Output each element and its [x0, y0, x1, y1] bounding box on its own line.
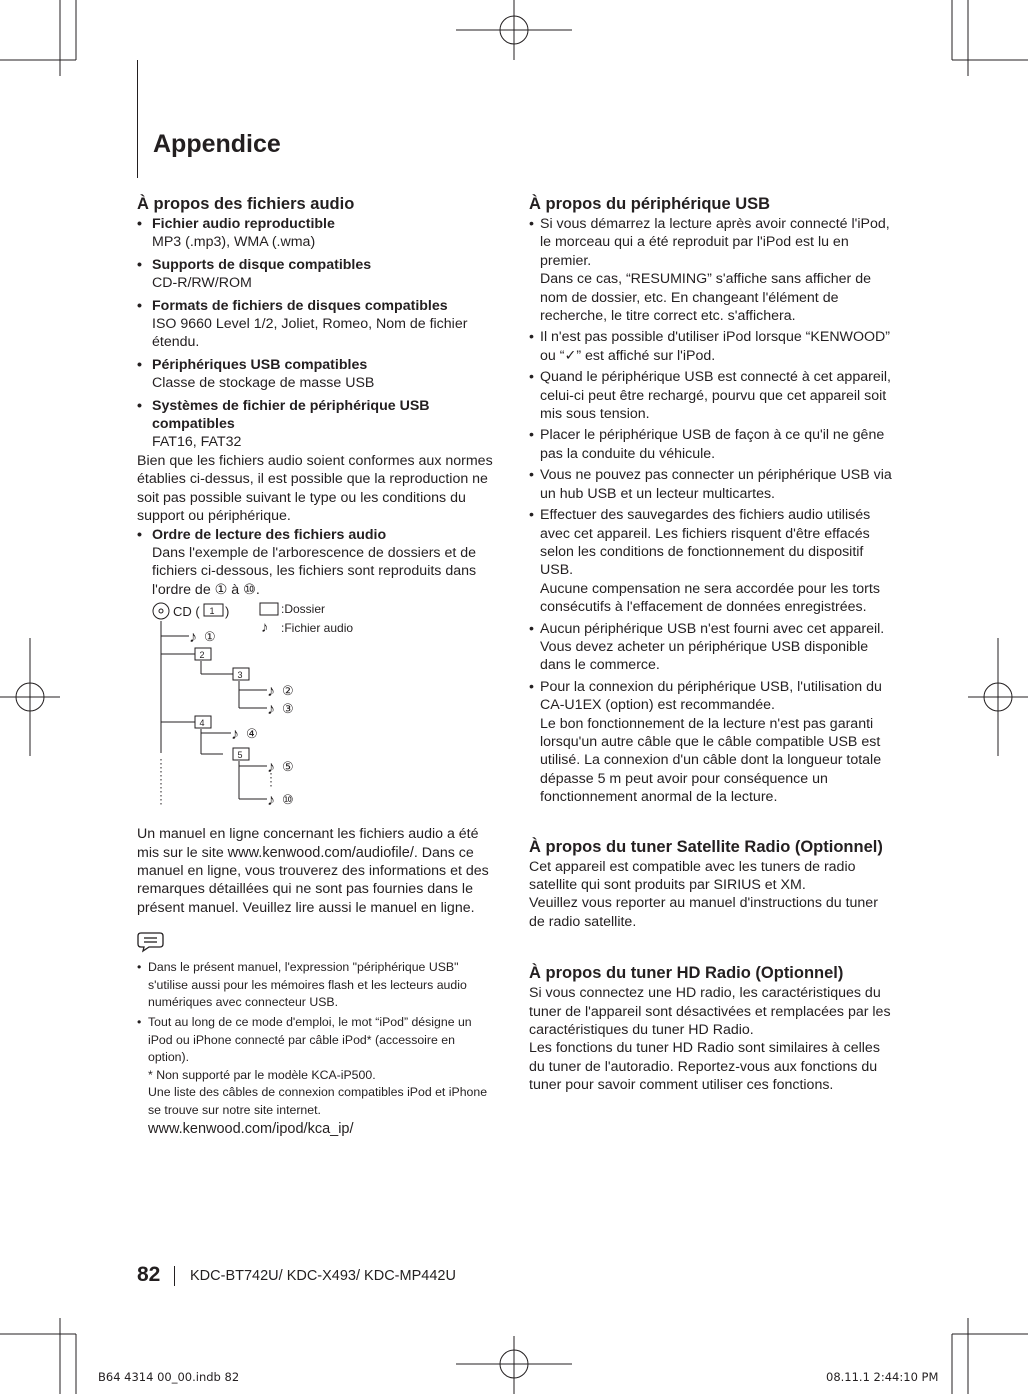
usb-item [529, 678, 895, 807]
legend-folder-label: :Dossier [281, 602, 326, 617]
usb-item-text: • Pour la connexion du périphérique USB, l'utilisation du CA-U1EX (option) est recommandée. [540, 678, 882, 714]
folder-number: 1 [209, 606, 215, 617]
usb-heading: À propos du périphérique USB [529, 195, 771, 213]
notes-list [137, 959, 497, 1138]
music-note-icon: ♪ [231, 726, 239, 744]
play-order-label: • Ordre de lecture des fichiers audio [152, 526, 387, 543]
audiofile-link[interactable]: www.kenwood.com/audiofile/ [227, 844, 414, 861]
legend-folder-icon [260, 603, 278, 615]
satellite-text: Cet appareil est compatible avec les tuners de radio satellite qui sont produits par SIRIUS et XM. [529, 858, 856, 893]
file-order: ④ [246, 726, 258, 742]
usb-item [529, 506, 895, 616]
satellite-heading: À propos du tuner Satellite Radio (Optionnel) [529, 837, 883, 856]
music-note-icon: ♪ [267, 683, 275, 701]
spec-item [137, 297, 497, 352]
hd-radio-heading: À propos du tuner HD Radio (Optionnel) [529, 964, 844, 983]
folder-tree-diagram [137, 601, 497, 821]
usb-item [529, 215, 895, 325]
right-column [529, 194, 895, 1095]
spec-item [137, 215, 497, 252]
note-item: • Tout au long de ce mode d'emploi, le mot “iPod” désigne un iPod ou iPhone connecté par câble iPod* (accessoire en option). [137, 1014, 497, 1067]
spec-label: • Fichier audio reproductible [152, 216, 335, 232]
music-note-icon: ♪ [267, 792, 275, 810]
spec-value: Classe de stockage de masse USB [152, 375, 375, 392]
spec-label: • Formats de fichiers de disques compatibles [152, 297, 448, 314]
usb-item-text: Aucune compensation ne sera accordée pour les torts consécutifs à l'effacement de données enregistrées. [540, 580, 880, 616]
folder-number: 4 [199, 718, 205, 729]
usb-item: • Quand le périphérique USB est connecté à cet appareil, celui-ci peut être rechargé, pourvu que cet appareil soit mis sous tension. [529, 368, 895, 423]
hd-radio-text: Si vous connectez une HD radio, les caractéristiques du tuner de l'appareil sont désactivées et remplacées par les caractéristiques du tuner HD Radio. [529, 985, 891, 1039]
spec-value: ISO 9660 Level 1/2, Joliet, Romeo, Nom de fichier étendu. [152, 316, 468, 351]
spec-value: FAT16, FAT32 [152, 434, 242, 451]
spec-value: CD-R/RW/ROM [152, 275, 252, 292]
spec-item [137, 356, 497, 393]
compatibility-paragraph: Bien que les fichiers audio soient conformes aux normes établies ci-dessus, il est possible que la reproduction ne soit pas possible suivant le type ou les conditions du support ou périphérique. [137, 452, 493, 525]
legend-file-label: :Fichier audio [281, 621, 354, 636]
hd-radio-text: Les fonctions du tuner HD Radio sont similaires à celles du tuner de l'autoradio. Reportez-vous aux fonctions du tuner pour savoir comment utiliser ces fonctions. [529, 1040, 880, 1094]
left-column [137, 194, 497, 1139]
page-title: Appendice [153, 130, 281, 158]
satellite-text: Veuillez vous reporter au manuel d'instructions du tuner de radio satellite. [529, 895, 878, 930]
folder-number: 3 [237, 670, 243, 681]
cd-icon [153, 603, 169, 619]
usb-item-text: Dans ce cas, “RESUMING” s'affiche sans afficher de nom de dossier, etc. En changeant l'élément de recherche, le titre correct etc. s'affichera. [540, 271, 871, 325]
folder-number: 5 [237, 750, 243, 761]
spec-item [137, 256, 497, 293]
usb-item: • Aucun périphérique USB n'est fourni avec cet appareil. Vous devez acheter un périphérique USB disponible dans le commerce. [529, 620, 895, 675]
usb-item: • Placer le périphérique USB de façon à ce qu'il ne gêne pas la conduite du véhicule. [529, 426, 895, 463]
note-footnote: * Non supporté par le modèle KCA-iP500. [148, 1067, 376, 1082]
spec-label: • Supports de disque compatibles [152, 256, 372, 273]
music-note-icon: ♪ [267, 759, 275, 777]
file-order: ② [282, 683, 294, 699]
title-rule [137, 60, 138, 178]
online-manual-paragraph [137, 825, 497, 917]
page-number: 82 [137, 1263, 161, 1286]
cd-label-close: ) [225, 604, 230, 620]
usb-item: • Il n'est pas possible d'utiliser iPod lorsque “KENWOOD” ou “✓” est affiché sur l'iPod. [529, 328, 895, 365]
cd-label: CD ( [173, 604, 200, 620]
usb-item: • Vous ne pouvez pas connecter un périphérique USB via un hub USB et un lecteur multicartes. [529, 466, 895, 503]
file-order: ⑤ [282, 759, 294, 775]
spec-item [137, 397, 497, 452]
note-icon [137, 929, 165, 953]
music-note-icon: ♪ [189, 629, 197, 647]
online-manual-text: . Dans ce manuel en ligne, vous trouverez des informations et des remarques détaillées qui ne sont pas fournies dans le présent manuel. Veuillez lire aussi le manuel en ligne. [137, 844, 489, 916]
file-order: ⑩ [282, 792, 294, 808]
cd-hole [159, 609, 163, 613]
music-note-icon: ♪ [267, 701, 275, 719]
play-order-text: Dans l'exemple de l'arborescence de dossiers et de fichiers ci-dessous, les fichiers sont reproduits dans l'ordre de ① à ⑩. [152, 544, 477, 598]
note-footnote: Une liste des câbles de connexion compatibles iPod et iPhone se trouve sur notre site internet. [148, 1085, 488, 1117]
audio-files-heading: À propos des fichiers audio [137, 195, 355, 213]
print-slug-file: B64 4314 00_00.indb 82 [98, 1370, 240, 1384]
model-names: KDC-BT742U/ KDC-X493/ KDC-MP442U [190, 1268, 456, 1284]
file-order: ① [204, 629, 216, 645]
usb-item-text: • Effectuer des sauvegardes des fichiers audio utilisés avec cet appareil. Les fichiers risquent d'être effacés selon les conditions de fonctionnement du dispositif USB. [540, 507, 871, 579]
play-order-item [137, 526, 497, 600]
spec-label: • Périphériques USB compatibles [152, 356, 368, 373]
usb-item-text: Le bon fonctionnement de la lecture n'est pas garanti lorsqu'un autre câble que le câble compatible USB est utilisé. La connexion d'un câble dont la longueur totale dépasse 5 m peut avoir pour conséquence un fonctionnement anormal de la lecture. [540, 715, 882, 806]
file-order: ③ [282, 701, 294, 717]
print-slug-date: 08.11.1 2:44:10 PM [826, 1370, 939, 1384]
folder-number: 2 [199, 650, 205, 661]
music-note-icon: ♪ [261, 619, 269, 637]
spec-label: • Systèmes de fichier de périphérique USB compatibles [152, 397, 430, 433]
usb-item-text: • Si vous démarrez la lecture après avoir connecté l'iPod, le morceau qui a été reproduit par l'iPod est lu en premier. [540, 216, 890, 269]
ipod-cable-link[interactable]: www.kenwood.com/ipod/kca_ip/ [148, 1120, 354, 1137]
spec-value: MP3 (.mp3), WMA (.wma) [152, 234, 316, 251]
footer-divider [174, 1266, 175, 1286]
online-manual-text: Un manuel en ligne concernant les fichiers audio a été mis sur le site [137, 826, 479, 861]
note-item: • Dans le présent manuel, l'expression "périphérique USB" s'utilise aussi pour les mémoires flash et les lecteurs audio numériques avec connecteur USB. [137, 959, 497, 1012]
